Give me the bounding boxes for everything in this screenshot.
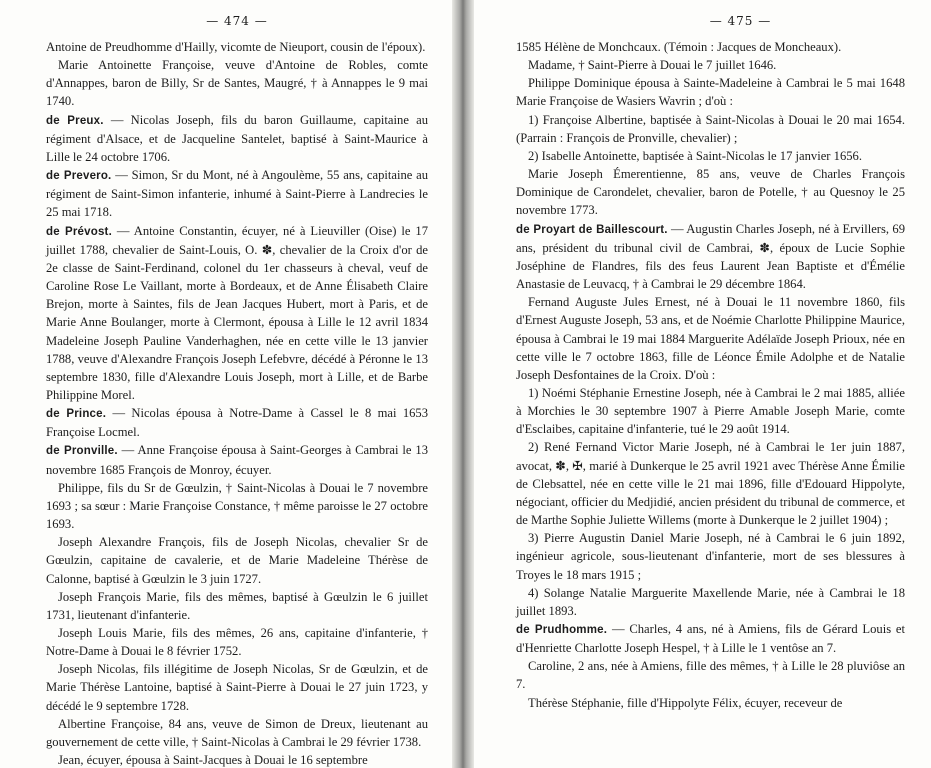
- paragraph: Caroline, 2 ans, née à Amiens, fille des mêmes, † à Lille le 28 pluviôse an 7.: [516, 659, 905, 692]
- paragraph: Fernand Auguste Jules Ernest, né à Douai le 11 novembre 1860, fils d'Ernest Auguste Joseph, 53 ans, et de Noémie Charlotte Philippine Maurice, épousa à Cambrai le 19 mai 1884 Marguerite Adélaïde Joseph Prioux, née en cette ville le 7 octobre 1863, fille de Léonce Émile Adolphe et de Natalie Joseph Desfontaines de la Croix. D'où :: [516, 295, 905, 382]
- child-entry: 2) Isabelle Antoinette, baptisée à Saint-Nicolas le 17 janvier 1656.: [528, 148, 862, 163]
- family-entry: de Prevero. — Simon, Sr du Mont, né à Angoulème, 55 ans, capitaine au régiment de Saint-Simon infanterie, inhumé à Saint-Pierre à Landrecies le 25 mai 1718.: [46, 168, 429, 220]
- paragraph: Antoine de Preudhomme d'Hailly, vicomte de Nieuport, cousin de l'époux).: [46, 40, 426, 54]
- family-entry: de Prudhomme. — Charles, 4 ans, né à Amiens, fils de Gérard Louis et d'Henriette Charlotte Joseph Hespel, † à Lille le 1 ventôse an 7.: [516, 622, 905, 656]
- family-entry: de Preux. — Nicolas Joseph, fils du baron Guillaume, capitaine au régiment d'Alsace, et de Jacqueline Santelet, baptisé à Saint-Maurice à Lille le 24 octobre 1706.: [46, 112, 428, 164]
- child-entry: 1) Noémi Stéphanie Ernestine Joseph, née à Cambrai le 2 mai 1885, alliée à Morchies le 30 septembre 1907 à Pierre Amable Joseph Marie, comte d'Esclaibes, capitaine d'infanterie, tué le 29 août 1914.: [516, 385, 905, 437]
- paragraph: Joseph François Marie, fils des mêmes, baptisé à Gœulzin le 6 juillet 1731, lieutenant d'infanterie.: [46, 589, 428, 622]
- family-entry: de Pronville. — Anne Françoise épousa à Saint-Georges à Cambrai le 13 novembre 1685 François de Monroy, écuyer.: [46, 443, 429, 477]
- paragraph: Thérèse Stéphanie, fille d'Hippolyte Félix, écuyer, receveur de: [528, 695, 843, 710]
- paragraph: Albertine Françoise, 84 ans, veuve de Simon de Dreux, lieutenant au gouvernement de cette ville, † Saint-Nicolas à Cambrai le 29 février 1738.: [46, 716, 428, 749]
- paragraph: Philippe Dominique épousa à Sainte-Madeleine à Cambrai le 5 mai 1648 Marie Françoise de Wasiers Wavrin ; d'où :: [516, 76, 905, 109]
- left-page: [0, 0, 452, 768]
- family-heading: de Prevero.: [46, 170, 112, 183]
- family-heading: de Prudhomme.: [516, 624, 608, 636]
- paragraph: Jean, écuyer, épousa à Saint-Jacques à Douai le 16 septembre: [58, 753, 368, 768]
- family-heading: de Preux.: [46, 114, 104, 127]
- child-entry: 1) Françoise Albertine, baptisée à Saint-Nicolas à Douai le 20 mai 1654. (Parrain : François de Pronville, chevalier) ;: [516, 112, 905, 145]
- family-heading: de Proyart de Baillescourt.: [516, 223, 668, 236]
- page-number: — 475 —: [709, 14, 772, 28]
- family-heading: de Prince.: [46, 408, 107, 421]
- family-entry: de Prince. — Nicolas épousa à Notre-Dame à Cassel le 8 mai 1653 Françoise Locmel.: [46, 406, 429, 440]
- family-heading: de Pronville.: [46, 445, 118, 458]
- paragraph: Marie Joseph Émerentienne, 85 ans, veuve de Charles François Dominique de Carondelet, chevalier, baron de Potelle, † au Quesnoy le 25 novembre 1773.: [516, 167, 905, 218]
- page-text: [516, 38, 905, 712]
- page-text: [46, 38, 428, 768]
- child-entry: 4) Solange Natalie Marguerite Maxellende Marie, née à Cambrai le 18 juillet 1893.: [516, 585, 905, 618]
- paragraph: Joseph Nicolas, fils illégitime de Joseph Nicolas, Sr de Gœulzin, et de Marie Thérèse Lantoine, baptisé à Saint-Pierre à Douai le 27 juin 1723, y décédé le 9 septembre 1728.: [46, 662, 428, 713]
- paragraph: Joseph Louis Marie, fils des mêmes, 26 ans, capitaine d'infanterie, † Notre-Dame à Douai le 8 février 1752.: [46, 626, 428, 659]
- book-gutter: [452, 0, 474, 768]
- family-heading: de Prévost.: [46, 225, 112, 238]
- child-entry: 2) René Fernand Victor Marie Joseph, né à Cambrai le 1er juin 1887, avocat, ✽, ✠, marié à Dunkerque le 25 avril 1921 avec Thérèse Anne Émilie de Clebsattel, née en cette ville le 21 mai 1896, fille d'Edouard Hippolyte, négociant, officier du Medjidié, ancien président du tribunal de commerce, et de Marthe Sophie Juliette Willems (morte à Dunkerque le 2 juillet 1904) ;: [516, 440, 905, 528]
- family-entry: de Proyart de Baillescourt. — Augustin Charles Joseph, né à Ervillers, 69 ans, président du tribunal civil de Cambrai, ✽, époux de Lucie Sophie Joséphine de Flandres, fils des feus Laurent Jean Baptiste et d'Émélie Anastasie de Leuvacq, † à Cambrai le 29 décembre 1864.: [516, 221, 905, 292]
- paragraph: Madame, † Saint-Pierre à Douai le 7 juillet 1646.: [528, 58, 777, 73]
- child-entry: 3) Pierre Augustin Daniel Marie Joseph, né à Cambrai le 6 juin 1892, ingénieur agricole, sous-lieutenant d'infanterie, mort de ses blessures à Troyes le 18 mars 1915 ;: [516, 531, 905, 582]
- paragraph: Philippe, fils du Sr de Gœulzin, † Saint-Nicolas à Douai le 7 novembre 1693 ; sa sœur : Marie Françoise Constance, † même paroisse le 27 octobre 1693.: [46, 480, 428, 532]
- paragraph: Joseph Alexandre François, fils de Joseph Nicolas, chevalier Sr de Gœulzin, capitaine de cavalerie, et de Marie Madeleine Thérèse de Calonne, baptisé à Gœulzin le 3 juin 1727.: [46, 535, 428, 586]
- family-entry: de Prévost. — Antoine Constantin, écuyer, né à Lieuviller (Oise) le 17 juillet 1788, chevalier de Saint-Louis, O. ✽, chevalier de la Croix d'or de 2e classe de Saint-Ferdinand, colonel du 1er chasseurs à cheval, veuf de Caroline Rose Le Vaillant, morte à Bordeaux, et de Anne Élisabeth Claire Brejon, morte à Saintes, fils de Jean Jacques Hubert, mort à Paris, et de Marie Anne Boulanger, morte à Clermont, épousa à Lille le 12 avril 1834 Madeleine Joseph Pauline Vanderhaghen, née en cette ville le 13 janvier 1788, veuve d'Alexandre François Joseph Lefebvre, décédé à Péronne le 13 septembre 1830, fille d'Alexandre Louis Joseph, mort à Lille, et de Barbe Philippine Morel.: [46, 223, 428, 402]
- paragraph: Marie Antoinette Françoise, veuve d'Antoine de Robles, comte d'Annappes, baron de Billy, Sr de Santes, Maugré, † à Annappes le 9 mai 1740.: [46, 58, 428, 109]
- right-page: [474, 0, 931, 768]
- paragraph: 1585 Hélène de Monchcaux. (Témoin : Jacques de Moncheaux).: [516, 40, 842, 54]
- page-number: — 474 —: [206, 14, 268, 28]
